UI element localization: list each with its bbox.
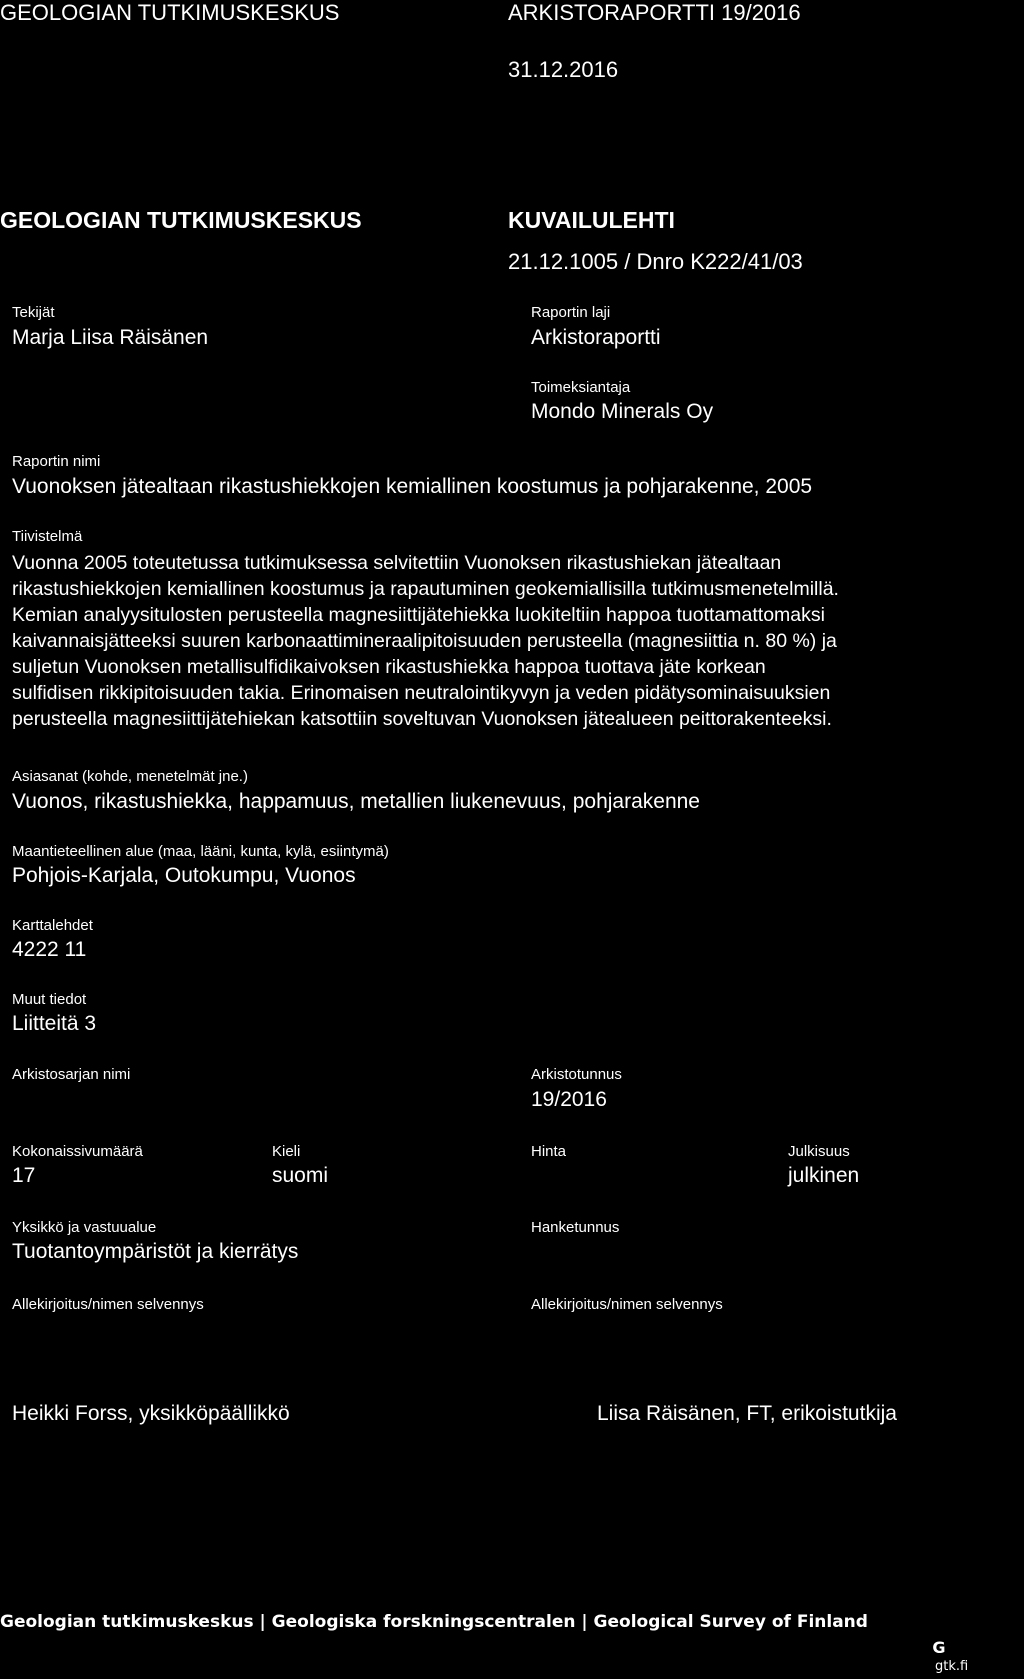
publicity-value: julkinen bbox=[788, 1164, 860, 1187]
pages-value: 17 bbox=[12, 1164, 36, 1187]
report-name-value: Vuonoksen jätealtaan rikastushiekkojen kemiallinen koostumus ja pohjarakenne, 2005 bbox=[12, 475, 813, 498]
archive-code-value: 19/2016 bbox=[531, 1088, 607, 1111]
report-name-label: Raportin nimi bbox=[12, 453, 101, 470]
pages-label: Kokonaissivumäärä bbox=[12, 1143, 143, 1160]
language-value: suomi bbox=[272, 1164, 329, 1187]
sheet-ref: 21.12.1005 / Dnro K222/41/03 bbox=[508, 249, 803, 274]
footer-text: Geologian tutkimuskeskus | Geologiska forskningscentralen | Geological Survey of Finland bbox=[0, 1612, 868, 1632]
gtk-logo-icon: G bbox=[932, 1638, 946, 1657]
commissioner-value: Mondo Minerals Oy bbox=[531, 400, 714, 423]
series-name-label: Arkistosarjan nimi bbox=[12, 1066, 131, 1083]
commissioner-label: Toimeksiantaja bbox=[531, 379, 631, 396]
region-value: Pohjois-Karjala, Outokumpu, Vuonos bbox=[12, 864, 356, 887]
signature-left-label: Allekirjoitus/nimen selvennys bbox=[12, 1296, 204, 1313]
map-sheets-label: Karttalehdet bbox=[12, 917, 93, 934]
signature-left-name: Heikki Forss, yksikköpäällikkö bbox=[12, 1402, 290, 1425]
summary-line: Vuonna 2005 toteutetussa tutkimuksessa selvitettiin Vuonoksen rikastushiekan jätealtaan bbox=[12, 552, 782, 574]
publicity-label: Julkisuus bbox=[788, 1143, 850, 1160]
language-label: Kieli bbox=[272, 1143, 301, 1160]
summary-text bbox=[12, 550, 1022, 732]
summary-line: sulfidisen rikkipitoisuuden takia. Erinomaisen neutralointikyvyn ja veden pidätysominaisuuksien bbox=[12, 682, 831, 704]
keywords-label: Asiasanat (kohde, menetelmät jne.) bbox=[12, 768, 248, 785]
report-type-value: Arkistoraportti bbox=[531, 326, 661, 349]
keywords-value: Vuonos, rikastushiekka, happamuus, metallien liukenevuus, pohjarakenne bbox=[12, 790, 700, 813]
report-type-label: Raportin laji bbox=[531, 304, 611, 321]
price-label: Hinta bbox=[531, 1143, 567, 1160]
unit-label: Yksikkö ja vastuualue bbox=[12, 1219, 157, 1236]
header-report-ref: ARKISTORAPORTTI 19/2016 bbox=[508, 0, 801, 25]
header-org: GEOLOGIAN TUTKIMUSKESKUS bbox=[0, 0, 340, 25]
summary-line: perusteella magnesiittijätehiekan katsottiin soveltuvan Vuonoksen jätealueen peittorakenteeksi. bbox=[12, 708, 832, 730]
authors-value: Marja Liisa Räisänen bbox=[12, 326, 209, 349]
project-code-label: Hanketunnus bbox=[531, 1219, 620, 1236]
summary-line: suljetun Vuonoksen metallisulfidikaivoksen rikastushiekka happoa tuottava jäte korkean bbox=[12, 656, 766, 678]
summary-line: Kemian analyysitulosten perusteella magnesiittijätehiekka luokiteltiin happoa tuottamattomaksi bbox=[12, 604, 825, 626]
sheet-org: GEOLOGIAN TUTKIMUSKESKUS bbox=[0, 207, 362, 233]
unit-value: Tuotantoympäristöt ja kierrätys bbox=[12, 1240, 299, 1263]
sheet-title: KUVAILULEHTI bbox=[508, 207, 675, 233]
summary-line: rikastushiekkojen kemiallinen koostumus ja rapautuminen geokemiallisilla tutkimusmenetelmillä. bbox=[12, 578, 839, 600]
region-label: Maantieteellinen alue (maa, lääni, kunta, kylä, esiintymä) bbox=[12, 843, 389, 860]
other-info-value: Liitteitä 3 bbox=[12, 1012, 97, 1035]
header-date: 31.12.2016 bbox=[508, 57, 619, 82]
signature-right-label: Allekirjoitus/nimen selvennys bbox=[531, 1296, 723, 1313]
archive-code-label: Arkistotunnus bbox=[531, 1066, 622, 1083]
summary-line: kaivannaisjätteeksi suuren karbonaattimineraalipitoisuuden perusteella (magnesiittia n. 80 %) ja bbox=[12, 630, 837, 652]
summary-label: Tiivistelmä bbox=[12, 528, 83, 545]
authors-label: Tekijät bbox=[12, 304, 55, 321]
gtk-logo-text: gtk.fi bbox=[935, 1659, 969, 1674]
map-sheets-value: 4222 11 bbox=[12, 938, 87, 961]
other-info-label: Muut tiedot bbox=[12, 991, 87, 1008]
signature-right-name: Liisa Räisänen, FT, erikoistutkija bbox=[597, 1402, 897, 1425]
